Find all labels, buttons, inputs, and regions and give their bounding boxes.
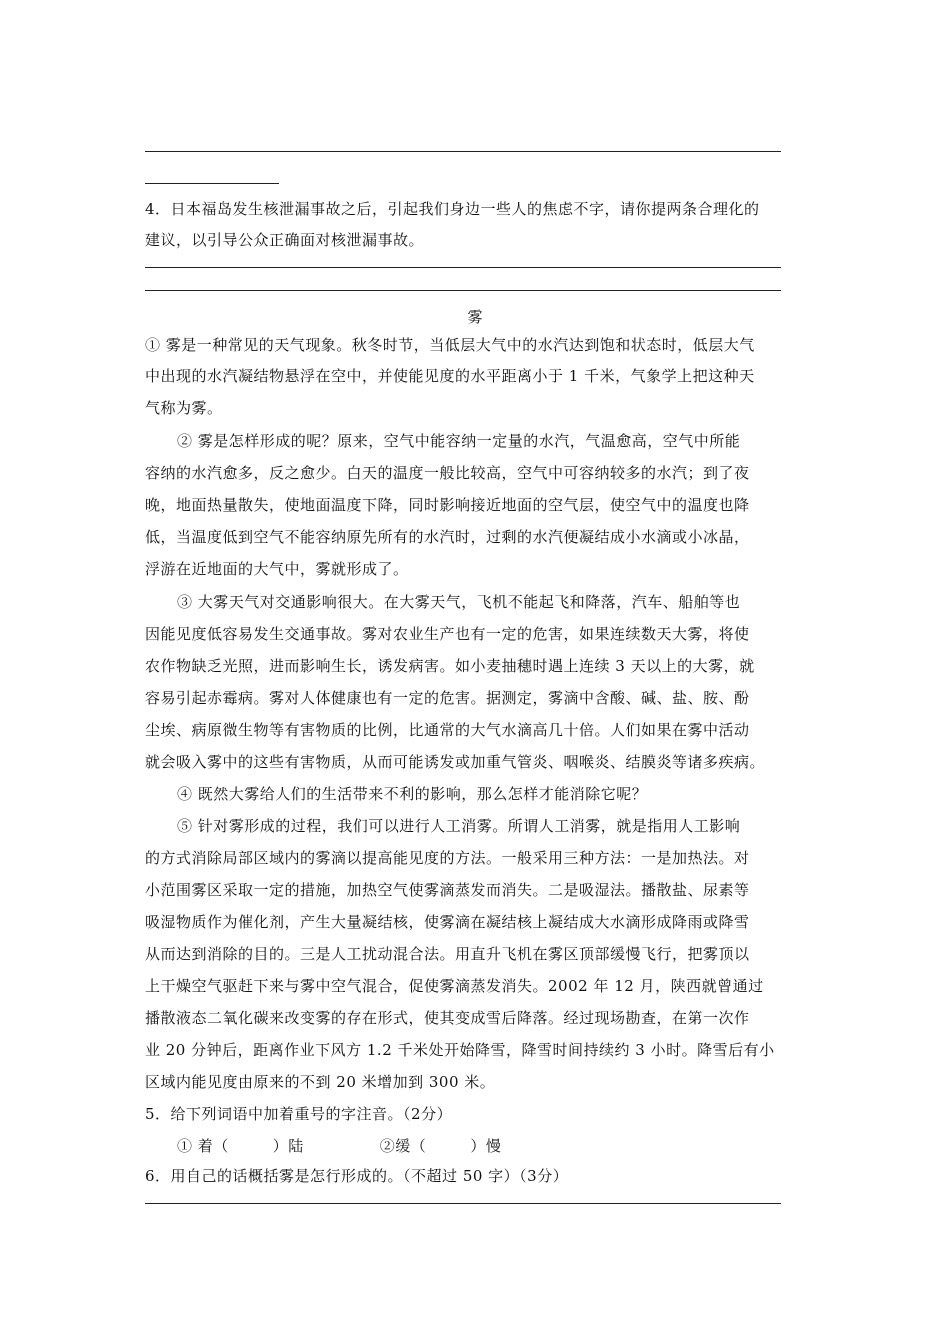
question-4-line-2: 建议，以引导公众正确面对核泄漏事故。 bbox=[145, 231, 425, 249]
paragraph-3-line: 就会吸入雾中的这些有害物质，从而可能诱发或加重气管炎、咽喉炎、结膜炎等诸多疾病。 bbox=[145, 753, 766, 771]
paragraph-3-line: 尘埃、病原微生物等有害物质的比例，比通常的大气水滴高几十倍。人们如果在雾中活动 bbox=[145, 721, 750, 739]
paragraph-2-line: 低，当温度低到空气不能容纳原先所有的水汽时，过剩的水汽便凝结成小水滴或小冰晶， bbox=[145, 528, 750, 546]
paragraph-5-line: 上干燥空气驱赶下来与雾中空气混合，促使雾滴蒸发消失。2002 年 12 月，陕西就曾通过 bbox=[145, 977, 764, 995]
question-5-text: 5．给下列词语中加着重号的字注音。（2分） bbox=[145, 1105, 453, 1123]
paragraph-2-line: 容纳的水汽愈多，反之愈少。白天的温度一般比较高，空气中可容纳较多的水汽；到了夜 bbox=[145, 464, 750, 482]
q5-item-2-prefix: ②缓（ bbox=[379, 1137, 427, 1155]
paragraph-4-line: ④ 既然大雾给人们的生活带来不利的影响，那么怎样才能消除它呢？ bbox=[177, 785, 648, 803]
paragraph-3-line: 农作物缺乏光照，进而影响生长，诱发病害。如小麦抽穗时遇上连续 3 天以上的大雾，就 bbox=[145, 657, 755, 675]
question-5-items bbox=[177, 1135, 817, 1157]
paragraph-5-line: 播散液态二氧化碳来改变雾的存在形式，使其变成雪后降落。经过现场勘查，在第一次作 bbox=[145, 1009, 750, 1027]
q5-item-1-suffix: ）陆 bbox=[272, 1137, 304, 1155]
paragraph-5-line: 从而达到消除的目的。三是人工扰动混合法。用直升飞机在雾区顶部缓慢飞行，把雾顶以 bbox=[145, 945, 750, 963]
paragraph-2-line: 晚，地面热量散失，使地面温度下降，同时影响接近地面的空气层，使空气中的温度也降 bbox=[145, 496, 750, 514]
paragraph-2-line: 浮游在近地面的大气中，雾就形成了。 bbox=[145, 560, 409, 578]
paragraph-5-line: ⑤ 针对雾形成的过程，我们可以进行人工消雾。所谓人工消雾，就是指用人工影响 bbox=[177, 817, 741, 835]
q5-item-1-prefix: ① 着（ bbox=[177, 1137, 229, 1155]
article-title: 雾 bbox=[467, 308, 483, 326]
paragraph-5-line: 的方式消除局部区域内的雾滴以提高能见度的方法。一般采用三种方法：一是加热法。对 bbox=[145, 849, 750, 867]
paragraph-5-line: 业 20 分钟后，距离作业下风方 1.2 千米处开始降雪，降雪时间持续约 3 小时。降雪后有小 bbox=[145, 1041, 775, 1059]
paragraph-1-line: 气称为雾。 bbox=[145, 399, 223, 417]
paragraph-3-line: 因能见度低容易发生交通事故。雾对农业生产也有一定的危害，如果连续数天大雾，将使 bbox=[145, 625, 750, 643]
question-6-text: 6．用自己的话概括雾是怎行形成的。（不超过 50 字）（3分） bbox=[145, 1167, 569, 1185]
answer-line bbox=[145, 151, 781, 152]
paragraph-5-line: 区域内能见度由原来的不到 20 米增加到 300 米。 bbox=[145, 1073, 496, 1091]
paragraph-1-line: ① 雾是一种常见的天气现象。秋冬时节，当低层大气中的水汽达到饱和状态时，低层大气 bbox=[145, 336, 755, 354]
paragraph-5-line: 小范围雾区采取一定的措施，加热空气使雾滴蒸发而消失。二是吸湿法。播散盐、尿素等 bbox=[145, 881, 750, 899]
question-4-line-1: 4．日本福岛发生核泄漏事故之后，引起我们身边一些人的焦虑不字，请你提两条合理化的 bbox=[145, 200, 760, 218]
q5-item-2-suffix: ）慢 bbox=[470, 1137, 502, 1155]
answer-line bbox=[145, 1203, 781, 1204]
answer-line bbox=[145, 290, 781, 291]
paragraph-2-line: ② 雾是怎样形成的呢？原来，空气中能容纳一定量的水汽，气温愈高，空气中所能 bbox=[177, 432, 741, 450]
paragraph-5-line: 吸湿物质作为催化剂，产生大量凝结核，使雾滴在凝结核上凝结成大水滴形成降雨或降雪 bbox=[145, 913, 750, 931]
answer-line bbox=[145, 267, 781, 268]
paragraph-3-line: 容易引起赤霉病。雾对人体健康也有一定的危害。据测定，雾滴中含酸、碱、盐、胺、酚 bbox=[145, 689, 750, 707]
answer-line bbox=[145, 183, 279, 184]
paragraph-1-line: 中出现的水汽凝结物悬浮在空中，并使能见度的水平距离小于 1 千米，气象学上把这种天 bbox=[145, 367, 755, 385]
paragraph-3-line: ③ 大雾天气对交通影响很大。在大雾天气，飞机不能起飞和降落，汽车、船舶等也 bbox=[177, 593, 741, 611]
